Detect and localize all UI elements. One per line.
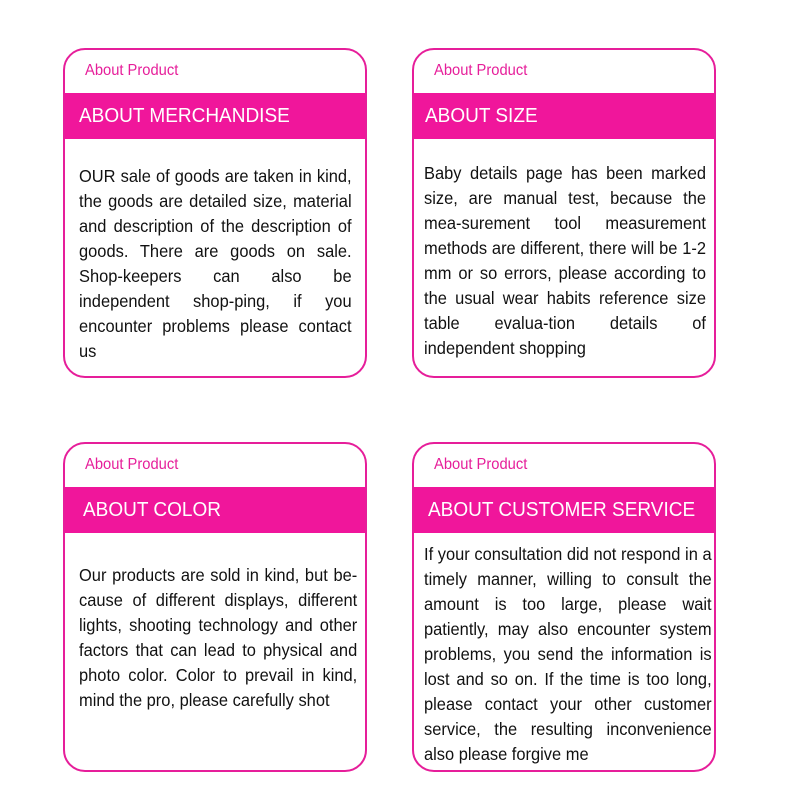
about-size-card: [412, 48, 716, 378]
card-header-bar: [414, 487, 714, 533]
card-body-text: Baby details page has been marked size, are manual test, because the mea-surement tool measurement methods are different, there will be 1-2 mm or so errors, please according to the usual wear habits reference size table evalua-tion details of independent shopping: [424, 163, 706, 358]
card-title: ABOUT CUSTOMER SERVICE: [428, 499, 696, 521]
about-merchandise-card: [63, 48, 367, 378]
about-customer-service-card: [412, 442, 716, 772]
card-top-label: About Product: [434, 456, 528, 473]
card-top-label: About Product: [85, 62, 179, 79]
card-top-label: About Product: [434, 62, 528, 79]
card-title: ABOUT COLOR: [83, 499, 221, 521]
about-color-card: [63, 442, 367, 772]
card-top-label: About Product: [85, 456, 179, 473]
card-title: ABOUT SIZE: [425, 105, 538, 127]
card-body-text: Our products are sold in kind, but be-cause of different displays, different lights, shooting technology and other factors that can lead to physical and photo color. Color to prevail in kind, mind the pro, please carefully shot: [79, 565, 358, 710]
card-header-bar: [65, 93, 365, 139]
card-title: ABOUT MERCHANDISE: [79, 105, 290, 127]
card-body-text: If your consultation did not respond in a timely manner, willing to consult the amount is too large, please wait patiently, may also encounter system problems, you send the information is lost and so on. If the time is too long, please contact your other customer service, the resulting inconvenience also please forgive me: [424, 544, 712, 764]
card-header-bar: [414, 93, 714, 139]
card-body-text: OUR sale of goods are taken in kind, the goods are detailed size, material and description of the description of goods. There are goods on sale. Shop-keepers can also be independent shop-ping, if you encounter problems please contact us: [79, 166, 352, 361]
card-header-bar: [65, 487, 365, 533]
